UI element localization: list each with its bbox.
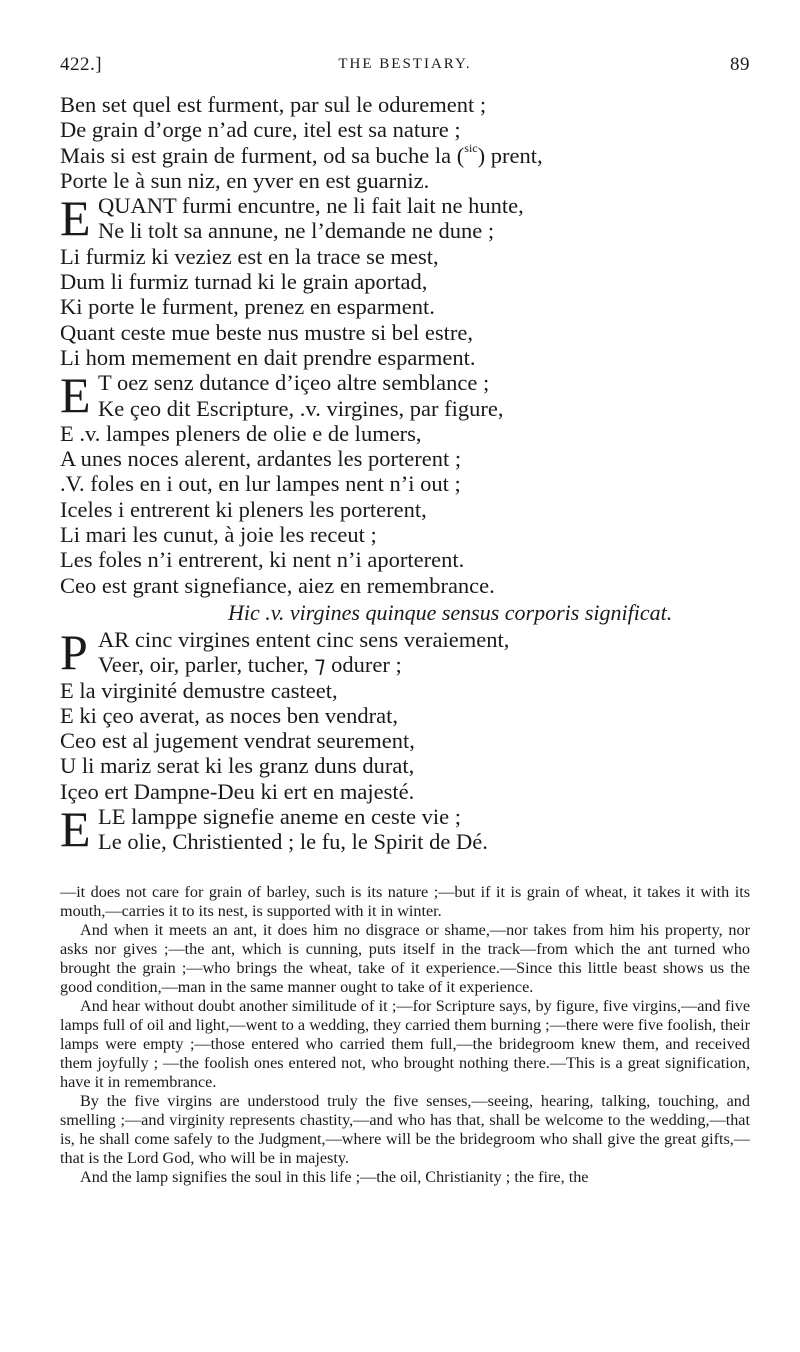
- verse-line: E .v. lampes pleners de olie e de lumers,: [60, 420, 422, 446]
- opening-lines: [60, 92, 760, 193]
- verse-line: Li hom memement en dait prendre esparment.: [60, 344, 476, 370]
- verse-line: .V. foles en i out, en lur lampes nent n’i out ;: [60, 471, 461, 497]
- verse-line: Ki porte le furment, prenez en esparment.: [60, 294, 435, 320]
- stanza-virgins: [60, 367, 760, 598]
- section-heading: Hic .v. virgines quinque sensus corporis significat.: [228, 599, 673, 625]
- verse-line: T oez senz dutance d’içeo altre semblance ;: [98, 370, 490, 396]
- verse-line: Ceo est al jugement vendrat seurement,: [60, 728, 415, 754]
- page-number: 89: [730, 54, 750, 75]
- verse-line: Dum li furmiz turnad ki le grain aportad,: [60, 269, 428, 295]
- verse-line: AR cinc virgines entent cinc sens veraiement,: [98, 626, 510, 652]
- section-number: 422.]: [60, 54, 103, 75]
- verse-line: E ki çeo averat, as noces ben vendrat,: [60, 702, 398, 728]
- verse-line: Porte le à sun niz, en yver en est guarniz.: [60, 167, 430, 193]
- stanza-ant: [60, 190, 760, 370]
- verse-line-text: Mais si est grain de furment, od sa buche la: [60, 142, 452, 168]
- running-header: [60, 54, 750, 82]
- verse-line: Ben set quel est furment, par sul le odurement ;: [60, 92, 487, 117]
- verse-line: QUANT furmi encuntre, ne li fait lait ne hunte,: [98, 193, 524, 219]
- running-title: THE BESTIARY.: [338, 56, 472, 72]
- verse-line: Ne li tolt sa annune, ne l’demande ne dune ;: [98, 218, 495, 244]
- english-translation: [60, 883, 750, 1187]
- verse-line: Le olie, Christiented ; le fu, le Spirit de Dé.: [98, 829, 488, 855]
- verse-line-end: prent,: [490, 142, 543, 168]
- verse-line: Ceo est grant signefiance, aiez en remembrance.: [60, 572, 495, 598]
- drop-cap: E: [60, 190, 91, 247]
- translation-paragraph: By the five virgins are understood truly the five senses,—seeing, hearing, talking, touching, and smelling ;—and virginity represents chastity,—and who has that, shall be welcome to the wedding,—that is, he shall come safely to the Judgment,—where will be the bridegroom who shall give the great gifts,—that is the Lord God, who will be in majesty.: [60, 1092, 750, 1167]
- verse-line: Quant ceste mue beste nus mustre si bel estre,: [60, 319, 474, 345]
- stanza-senses: [60, 623, 760, 804]
- verse-line: Iceles i entrerent ki pleners les porterent,: [60, 496, 427, 522]
- verse-line: U li mariz serat ki les granz duns durat,: [60, 753, 415, 779]
- translation-paragraph: And hear without doubt another similitude of it ;—for Scripture says, by figure, five virgins,—and five lamps full of oil and light,—went to a wedding, they carried them burning ;—there were five foolish, their lamps were empty ;—those entered who carried them full,—the bridegroom knew them, and received them joyfully ; —the foolish ones entered not, who brought nothing there.—This is a great signification, have it in remembrance.: [60, 997, 750, 1091]
- translation-paragraph: And the lamp signifies the soul in this life ;—the oil, Christianity ; the fire, the: [80, 1168, 589, 1186]
- verse-line: A unes noces alerent, ardantes les porterent ;: [60, 446, 462, 472]
- verse-line: Veer, oir, parler, tucher, ⁊ odurer ;: [98, 652, 402, 678]
- sic-note: sic: [464, 141, 478, 156]
- verse-text: [60, 92, 760, 858]
- translation-paragraph: And when it meets an ant, it does him no disgrace or shame,—nor takes from him his property, nor asks nor gives ;—the ant, which is cunning, puts itself in the track—from which the ant turned who brought the grain ;—who brings the wheat, take of it experience.—Since this little beast shows us the good condition,—man in the same manner ought to take of it experience.: [60, 921, 750, 996]
- verse-line: Mais si est grain de furment, od sa buche la ($^{sic}$) prent,: [60, 141, 543, 168]
- verse-line: Li furmiz ki veziez est en la trace se mest,: [60, 243, 439, 269]
- translation-paragraph: —it does not care for grain of barley, such is its nature ;—but if it is grain of wheat, it takes it with its mouth,—carries it to its nest, is supported with it in winter.: [60, 883, 750, 920]
- verse-line: E la virginité demustre casteet,: [60, 677, 338, 703]
- verse-line: Ke çeo dit Escripture, .v. virgines, par figure,: [98, 395, 504, 421]
- verse-line: Içeo ert Dampne-Deu ki ert en majesté.: [60, 778, 415, 804]
- drop-cap: E: [60, 801, 91, 858]
- drop-cap: E: [60, 367, 91, 424]
- verse-line: Les foles n’i entrerent, ki nent n’i aporterent.: [60, 547, 465, 573]
- verse-line: LE lamppe signefie aneme en ceste vie ;: [98, 804, 461, 830]
- stanza-lamp: [60, 801, 760, 858]
- drop-cap: P: [60, 623, 88, 680]
- verse-line: Li mari les cunut, à joie les receut ;: [60, 522, 377, 548]
- verse-line: De grain d’orge n’ad cure, itel est sa nature ;: [60, 117, 461, 143]
